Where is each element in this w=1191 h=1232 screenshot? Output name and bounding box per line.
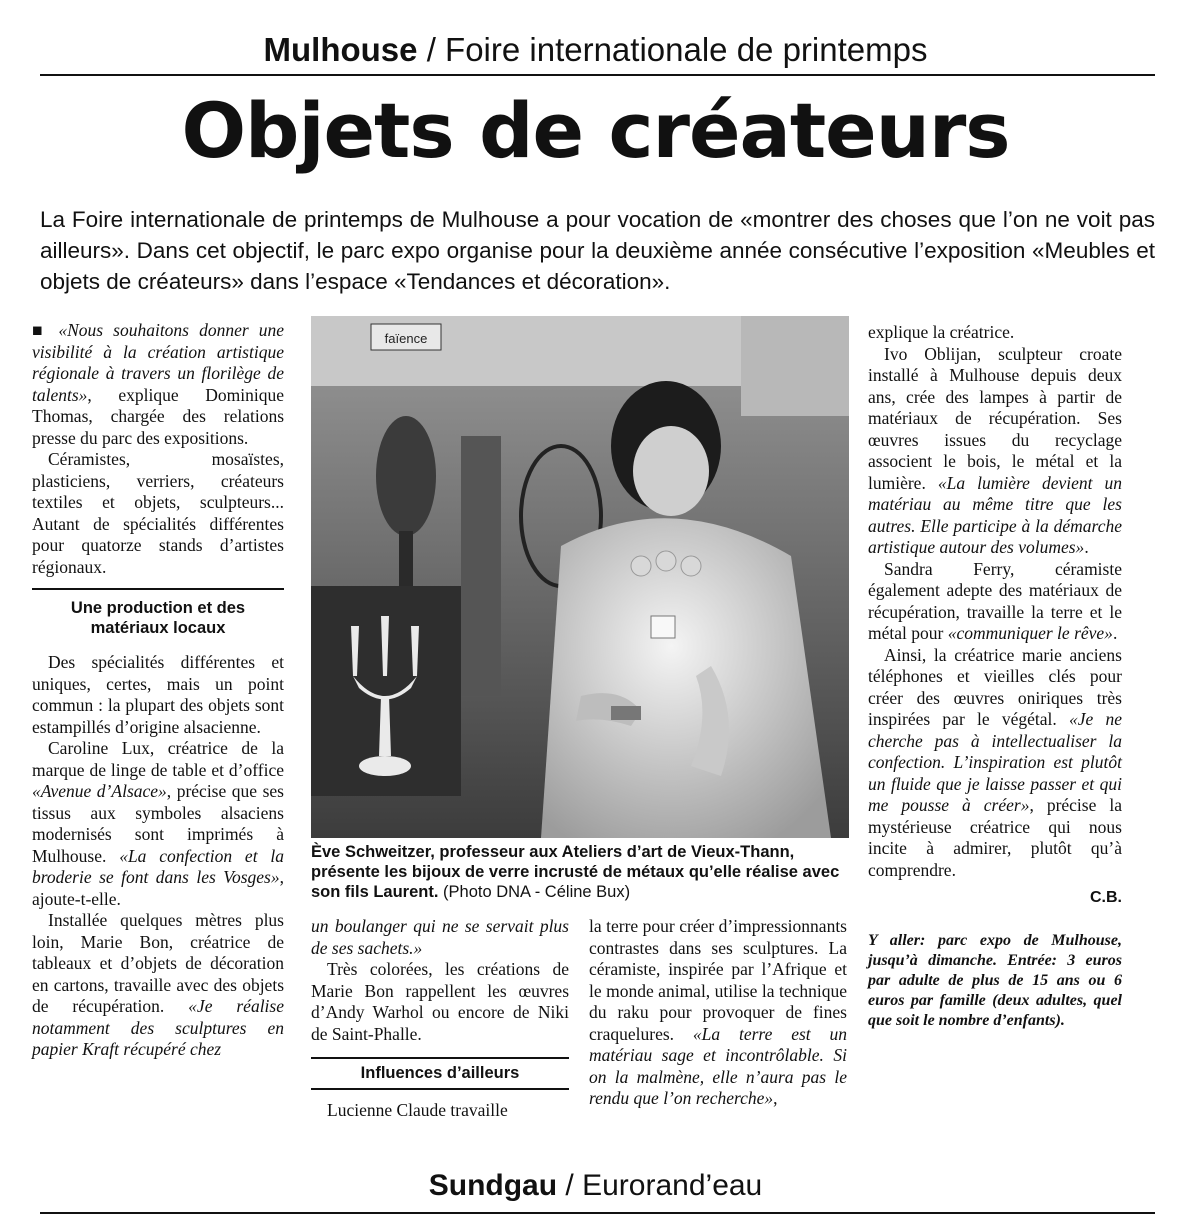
bottom-rubric <box>0 1168 1191 1204</box>
col1-subhead-box <box>32 588 284 652</box>
intro-paragraph: La Foire internationale de printemps de Mulhouse a pour vocation de «montrer des choses que l’on ne voit pas ailleurs». Dans cet objectif, le parc expo organise pour la deuxième année consécutive l’exposition «Meubles et objets de créateurs» dans l’espace «Tendances et décoration». <box>40 207 1155 294</box>
practical-info: Y aller: parc expo de Mulhouse, jusqu’à dimanche. Entrée: 3 euros par adulte de plus de 15 ans ou 6 euros par famille (deux adultes, quel que soit le nombre d’enfants). <box>868 931 1122 1029</box>
col2-paragraph-1: un boulanger qui ne se servait plus de ses sachets.» <box>311 916 569 958</box>
col1-paragraph-1: ■ «Nous souhaitons donner une visibilité à la création artistique régionale à travers un florilège de talents», explique Dominique Thomas, chargée des relations presse du parc des expositions. <box>32 320 284 448</box>
col2-subhead-box <box>311 1057 569 1090</box>
col1-paragraph-2: Céramistes, mosaïstes, plasticiens, verriers, créateurs textiles et objets, sculpteurs... Autant de spécialités différentes pour quatorze stands d’artistes régionaux. <box>32 449 284 577</box>
col4-paragraph-4: Ainsi, la créatrice marie anciens téléphones et vieilles clés pour créer des œuvres oniriques très inspirées par le végétal. «Je ne cherche pas à intellectualiser la confection. L’inspiration est plutôt un fluide que je laisse passer et qui me pousse à créer», précise la mystérieuse créatrice qui nous incite à admirer, plutôt qu’à comprendre. <box>868 644 1122 880</box>
rubric-region: Sundgau <box>428 1169 558 1202</box>
col1-paragraph-3: Des spécialités différentes et uniques, certes, mais un point commun : la plupart des objets sont estampillés d’origine alsacienne. <box>32 652 284 737</box>
exhibition-photo <box>311 316 849 838</box>
rubric-title: Eurorand’eau <box>582 1169 763 1202</box>
rubric-separator-bottom: / <box>565 1169 574 1202</box>
col1-paragraph-4: Caroline Lux, créatrice de la marque de linge de table et d’office «Avenue d’Alsace», précise que ses tissus aux symboles alsaciens modernisés sont imprimés à Mulhouse. «La confection et la broderie se font dans les Vosges», ajoute-t-elle. <box>32 738 284 909</box>
photo-illustration <box>311 316 849 838</box>
top-rule <box>40 74 1155 76</box>
column-4 <box>868 322 1122 1031</box>
col4-paragraph-3: Sandra Ferry, céramiste également adepte des matériaux de récupération, travaille la terre et le métal pour «communiquer le rêve». <box>868 558 1122 643</box>
bullet-square-icon: ■ <box>32 320 59 340</box>
column-1 <box>32 320 284 1061</box>
top-rubric <box>0 30 1191 70</box>
col2-paragraph-3: Lucienne Claude travaille <box>327 1100 508 1120</box>
col2-subhead: Influences d’ailleurs <box>360 1064 520 1082</box>
rubric-event: Foire internationale de printemps <box>445 31 928 68</box>
photo-caption <box>311 842 849 902</box>
col1-paragraph-5: Installée quelques mètres plus loin, Marie Bon, créatrice de tableaux et d’objets de décoration en cartons, travaille avec des objets de récupération. «Je réalise notamment des sculptures en papier Kraft récupéré chez <box>32 910 284 1059</box>
column-2 <box>311 916 569 1122</box>
photo-credit: (Photo DNA - Céline Bux) <box>438 883 631 901</box>
column-3 <box>589 916 847 1110</box>
bottom-rule <box>40 1212 1155 1214</box>
col4-paragraph-2: Ivo Oblijan, sculpteur croate installé à Mulhouse depuis deux ans, crée des lampes à partir de matériaux de récupération. Ses œuvres issues du recyclage associent le bois, le métal et la lumière. «La lumière devient un matériau au même titre que les autres. Elle participe à la démarche artistique autour des volumes». <box>868 343 1122 557</box>
rubric-separator: / <box>426 31 436 68</box>
headline: Objets de créateurs <box>181 86 1010 175</box>
col1-subhead: Une production et des matériaux locaux <box>70 599 246 637</box>
col4-paragraph-1: explique la créatrice. <box>868 322 1015 342</box>
rubric-city: Mulhouse <box>263 31 418 68</box>
photo-sign-text: faïence <box>384 331 428 346</box>
col2-paragraph-2: Très colorées, les créations de Marie Bon rappellent les œuvres d’Andy Warhol ou encore de Niki de Saint-Phalle. <box>311 959 569 1044</box>
caption-text: Ève Schweitzer, professeur aux Ateliers d’art de Vieux-Thann, présente les bijoux de verre incrusté de métaux qu’elle réalise avec son fils Laurent. <box>311 843 840 901</box>
col3-paragraph-1: la terre pour créer d’impressionnants contrastes dans ses sculptures. La céramiste, inspirée par l’Afrique et le monde animal, utilise la technique du raku pour provoquer de fines craquelures. «La terre est un matériau sage et incontrôlable. Si on la malmène, elle n’aura pas le rendu que l’on recherche», <box>589 916 847 1108</box>
author-signature: C.B. <box>1090 889 1122 906</box>
